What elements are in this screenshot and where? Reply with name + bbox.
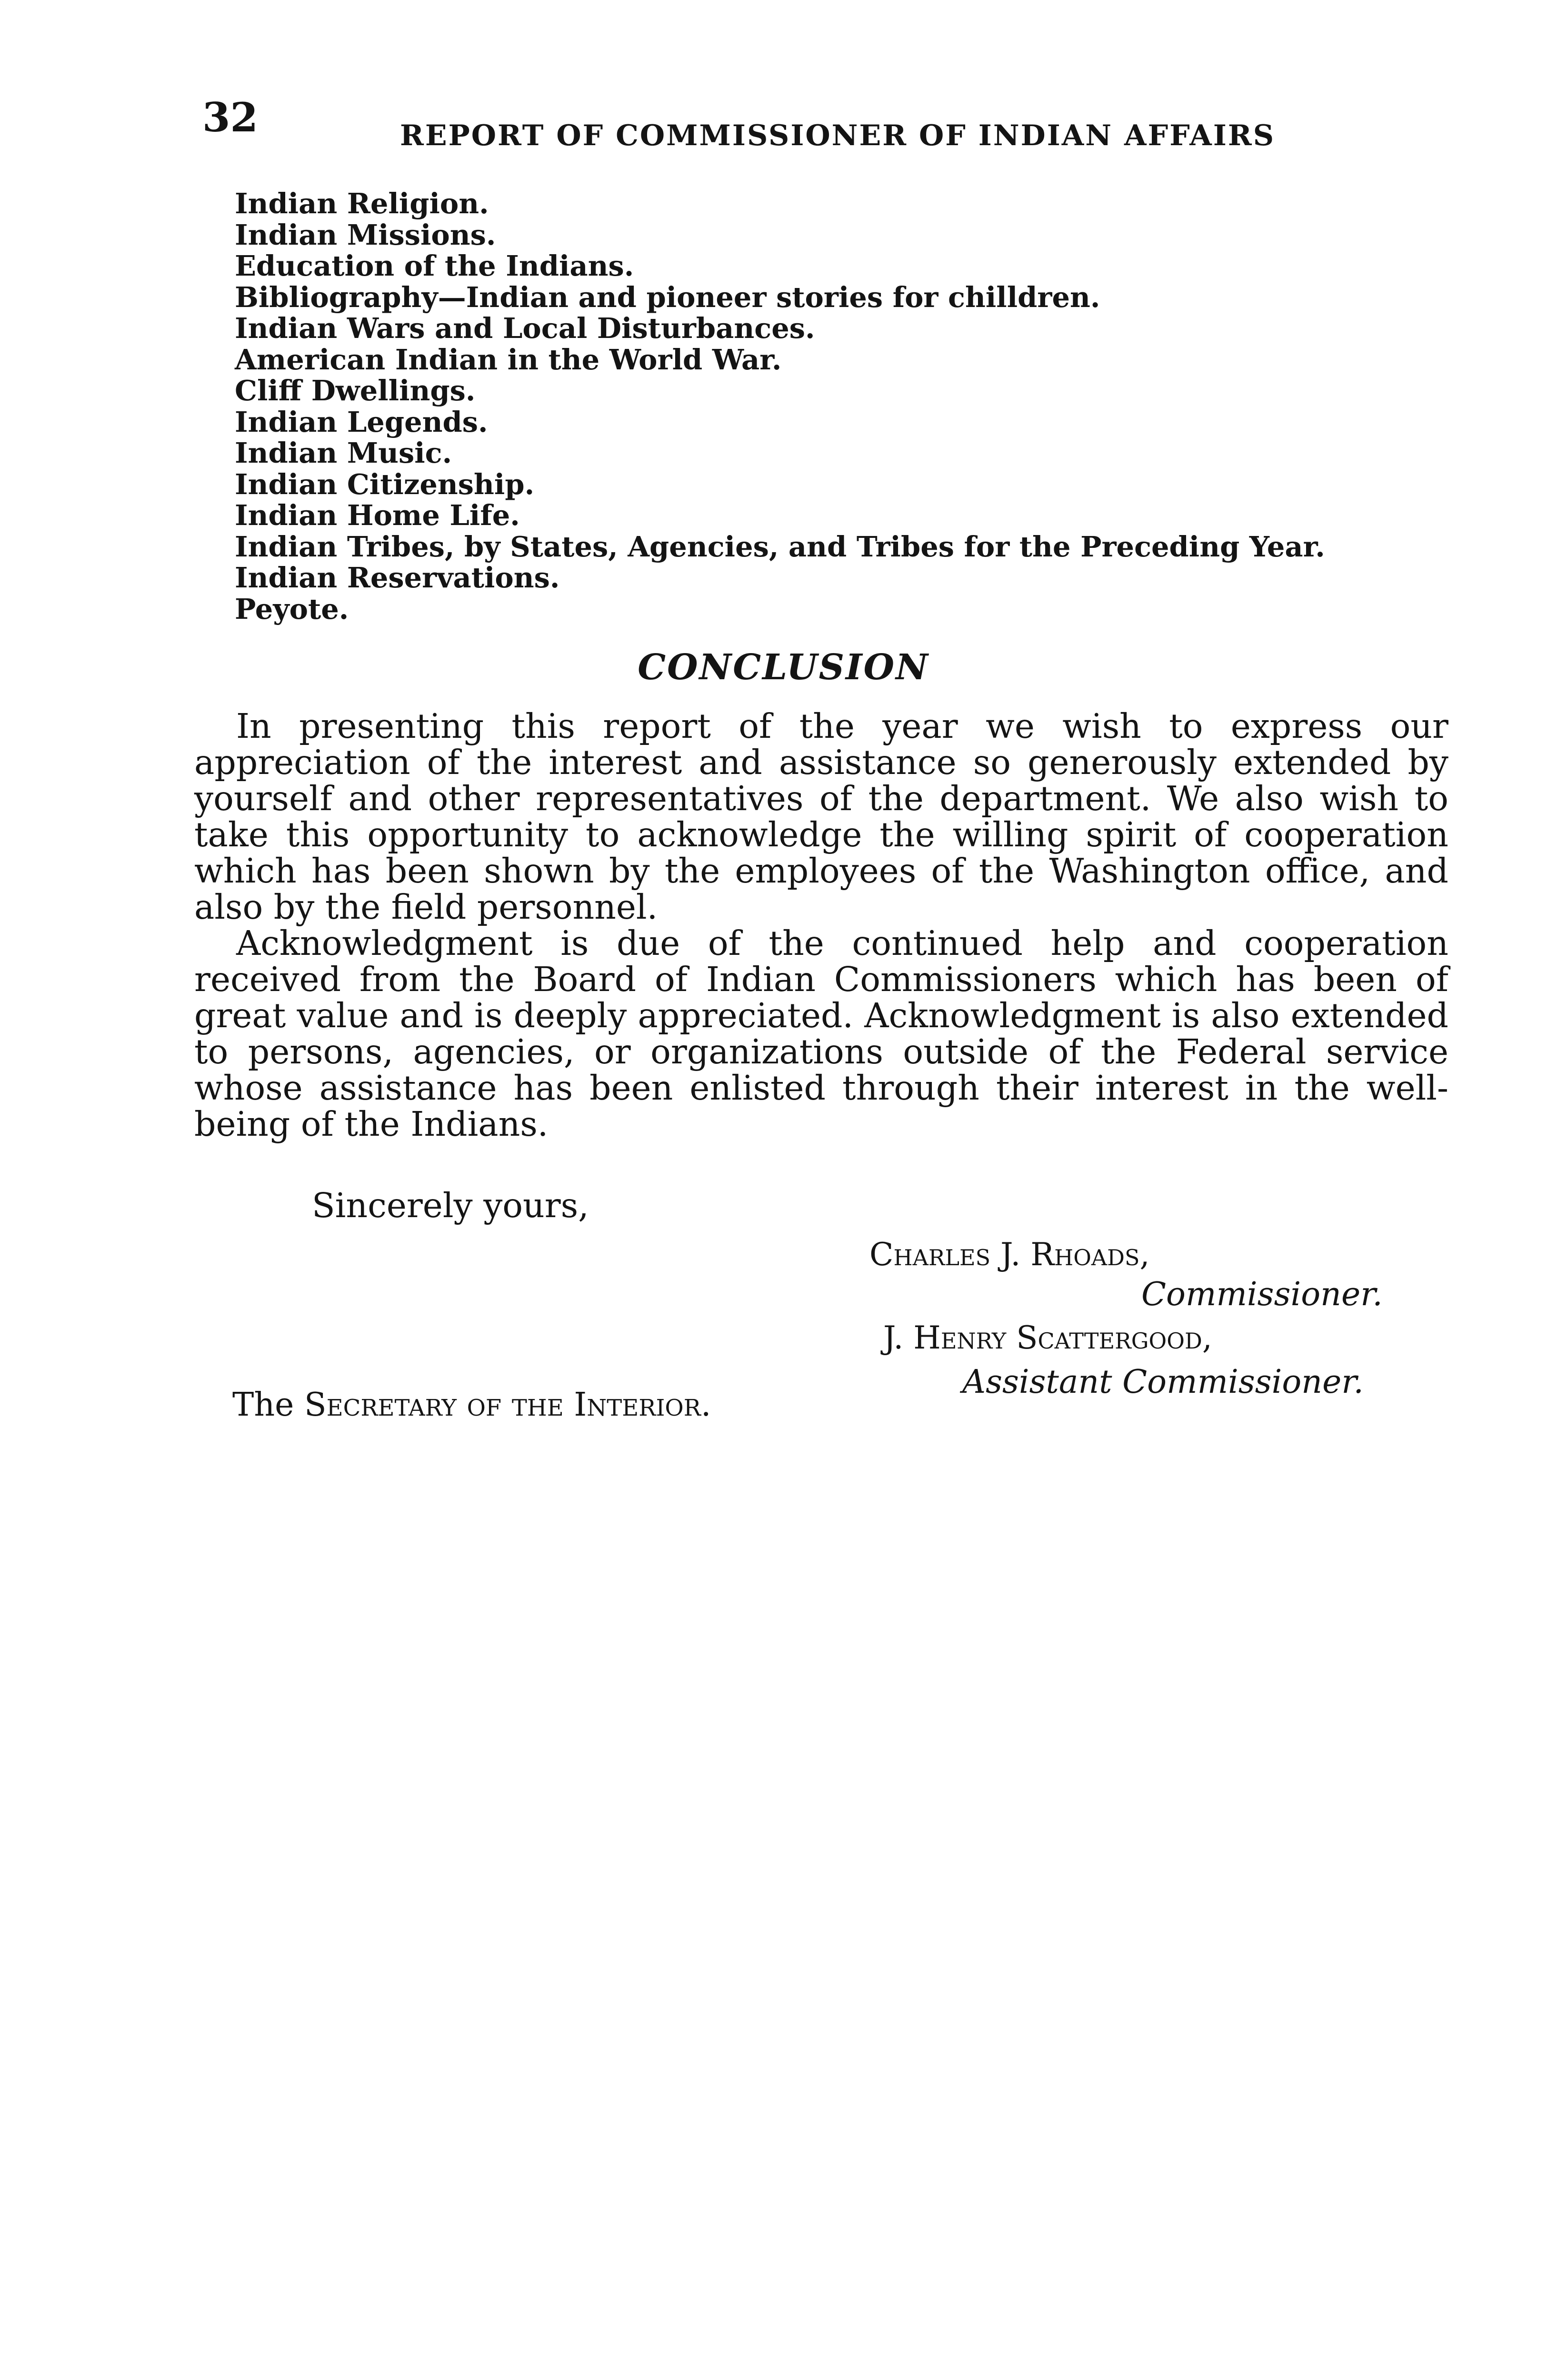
list-item: Indian Religion. xyxy=(235,187,489,220)
list-item: Peyote. xyxy=(235,592,349,625)
list-item: Indian Citizenship. xyxy=(235,467,535,501)
list-item: Education of the Indians. xyxy=(235,249,634,282)
paragraph: In presenting this report of the year we wish to express our appreciation of the interest and assistance so generously extended by yourself and other representatives of the department. We also wish to take this opportunity to acknowledge the willing spirit of cooperation which has been shown by the employees of the Washington office, and also by the field personnel. xyxy=(194,706,1448,927)
list-item: Indian Home Life. xyxy=(235,499,520,532)
page-number: 32 xyxy=(202,94,258,141)
list-item: American Indian in the World War. xyxy=(235,343,782,376)
signature-title: Assistant Commissioner. xyxy=(962,1363,1364,1401)
signature-title: Commissioner. xyxy=(1141,1276,1383,1313)
list-item: Indian Reservations. xyxy=(235,561,560,594)
section-heading: CONCLUSION xyxy=(638,647,929,688)
addressee-name: Secretary of the Interior. xyxy=(304,1386,711,1424)
conclusion-body xyxy=(194,708,1448,1142)
list-item: Indian Wars and Local Disturbances. xyxy=(235,312,815,345)
addressee xyxy=(232,1386,711,1424)
list-item: Indian Legends. xyxy=(235,405,488,438)
signature-name: J. Henry Scattergood, xyxy=(883,1319,1212,1356)
addressee-prefix: The xyxy=(232,1386,294,1424)
paragraph: Acknowledgment is due of the continued help and cooperation received from the Board of Indian Commissioners which has been of great value and is deeply appreciated. Acknowledgment is also extended to persons, agencies, or organizations outside of the Federal service whose assistance has been enlisted through their interest in the well-being of the Indians. xyxy=(194,923,1448,1144)
list-item: Bibliography—Indian and pioneer stories for chilldren. xyxy=(235,280,1100,314)
list-item: Cliff Dwellings. xyxy=(235,374,476,407)
list-item: Indian Tribes, by States, Agencies, and Tribes for the Preceding Year. xyxy=(235,530,1325,563)
list-item: Indian Missions. xyxy=(235,218,496,251)
topic-list xyxy=(235,188,1325,625)
list-item: Indian Music. xyxy=(235,436,452,469)
closing-salutation: Sincerely yours, xyxy=(312,1186,589,1225)
signature-name: Charles J. Rhoads, xyxy=(869,1236,1150,1273)
running-head: REPORT OF COMMISSIONER OF INDIAN AFFAIRS xyxy=(400,119,1276,152)
